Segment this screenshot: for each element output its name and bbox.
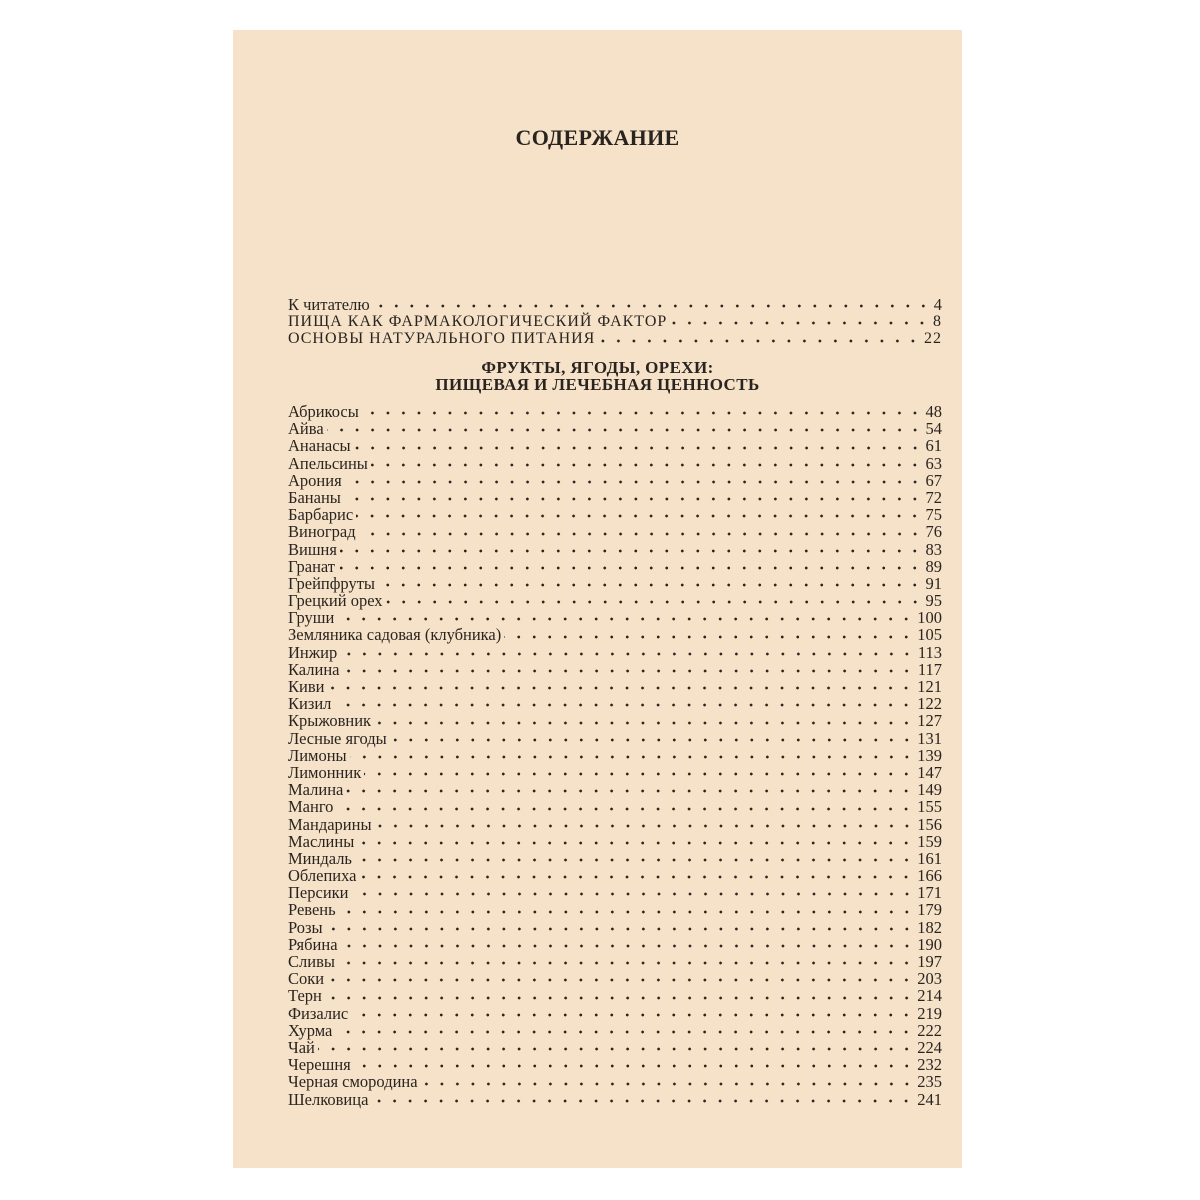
toc-entry [288,1091,942,1108]
toc-entry-label: Ананасы [288,436,351,456]
dot-leader [350,755,915,759]
toc-entry-label: Калина [288,659,340,679]
toc-entry-page-number: 89 [925,556,942,576]
dot-leader [373,304,931,308]
dot-leader [598,339,921,343]
toc-entry-label: Мандарины [288,814,372,834]
toc-entry-page-number: 83 [925,539,942,559]
dot-leader [371,1099,914,1103]
toc-entry-label: Миндаль [288,848,352,868]
toc-entry-page-number: 190 [917,934,942,954]
toc-entry [288,850,942,867]
toc-entry-label: Физалис [288,1003,349,1023]
toc-entry [288,523,942,540]
dot-leader [340,652,915,656]
toc-entry [288,437,942,454]
toc-entry [288,609,942,626]
toc-entry-page-number: 197 [917,952,942,971]
toc-entry-label: Лимоны [288,745,347,765]
fruit-toc-list [288,403,942,1108]
dot-leader [327,428,923,432]
toc-entry-page-number: 156 [917,814,942,834]
toc-entry-page-number: 224 [917,1037,942,1057]
toc-entry-label: Чай [288,1037,315,1057]
dot-leader [346,789,914,793]
dot-leader [342,669,914,673]
toc-entry [288,712,942,729]
toc-entry [288,472,942,489]
toc-entry-page-number: 22 [924,330,942,348]
toc-entry-page-number: 117 [917,659,942,679]
toc-entry [288,678,942,695]
toc-entry [288,296,942,313]
toc-entry [288,867,942,884]
toc-entry [288,455,942,472]
toc-entry-label: Лимонник [288,762,362,782]
dot-leader [354,446,923,450]
toc-entry [288,313,942,330]
toc-entry-label: Грейпфруты [288,573,376,593]
toc-entry-page-number: 4 [933,295,942,314]
dot-leader [390,738,915,742]
toc-entry-label: Черешня [288,1055,351,1075]
toc-entry-page-number: 214 [917,986,942,1006]
toc-entry-label: Абрикосы [288,402,359,421]
dot-leader [325,996,914,1000]
dot-leader [336,807,914,811]
toc-entry-page-number: 54 [925,419,942,439]
toc-entry-page-number: 219 [917,1003,942,1023]
dot-leader [327,978,914,982]
toc-entry-label: Кизил [288,694,332,714]
dot-leader [354,1064,915,1068]
toc-entry-label: Барбарис [288,505,354,525]
toc-entry [288,403,942,420]
dot-leader [374,721,914,725]
toc-entry [288,1039,942,1056]
toc-entry [288,1056,942,1073]
toc-entry-page-number: 121 [917,677,942,696]
toc-entry-label: Вишня [288,539,337,559]
section-heading-line-1: ФРУКТЫ, ЯГОДЫ, ОРЕХИ: [481,358,714,377]
toc-entry-label: Арония [288,470,342,490]
toc-entry-page-number: 91 [925,573,942,593]
toc-entry-label: ПИЩА КАК ФАРМАКОЛОГИЧЕСКИЙ ФАКТОР [288,313,668,331]
toc-entry-page-number: 235 [917,1072,942,1092]
toc-entry-page-number: 232 [917,1055,942,1075]
toc-entry-label: Ревень [288,900,336,920]
toc-entry-page-number: 76 [925,522,942,542]
dot-leader [338,961,914,965]
toc-entry-page-number: 166 [917,866,942,886]
toc-entry-page-number: 149 [917,780,942,800]
dot-leader [364,772,914,776]
toc-entry-page-number: 147 [917,762,942,782]
toc-entry-page-number: 203 [917,969,942,989]
dot-leader [334,703,914,707]
toc-entry [288,644,942,661]
toc-entry-page-number: 131 [917,728,942,748]
toc-entry-label: Апельсины [288,453,368,473]
toc-entry-label: Хурма [288,1020,333,1040]
dot-leader [359,875,914,879]
dot-leader [670,321,930,325]
dot-leader [421,1082,915,1086]
book-page [233,30,962,1168]
dot-leader [355,858,914,862]
dot-leader [337,617,914,621]
toc-entry-page-number: 95 [925,591,942,611]
dot-leader [339,910,915,914]
toc-entry [288,798,942,815]
toc-entry-page-number: 72 [925,487,942,507]
dot-leader [318,1047,914,1051]
toc-entry [288,764,942,781]
dot-leader [345,480,923,484]
toc-entry-label: Терн [288,986,322,1006]
toc-entry-page-number: 127 [917,711,942,731]
toc-entry [288,558,942,575]
toc-entry [288,661,942,678]
toc-entry-label: Грецкий орех [288,591,383,611]
toc-entry [288,489,942,506]
dot-leader [386,600,923,604]
dot-leader [357,841,914,845]
dot-leader [359,532,923,536]
toc-entry [288,592,942,609]
toc-entry-page-number: 67 [925,470,942,490]
toc-entry-page-number: 155 [917,797,942,817]
toc-entry-page-number: 161 [917,848,942,868]
toc-entry-label: Гранат [288,556,336,576]
toc-entry-label: Крыжовник [288,711,372,731]
dot-leader [335,1030,914,1034]
toc-entry-label: Киви [288,677,325,696]
toc-entry-label: Черная смородина [288,1072,418,1092]
dot-leader [356,514,922,518]
dot-leader [338,566,922,570]
toc-entry-page-number: 75 [925,505,942,525]
toc-entry [288,420,942,437]
toc-entry-page-number: 139 [917,745,942,765]
toc-entry-label: К читателю [288,295,370,314]
toc-entry-label: Розы [288,917,323,937]
toc-entry [288,816,942,833]
toc-entry [288,781,942,798]
toc-entry-label: Персики [288,883,349,903]
page-title: СОДЕРЖАНИЕ [515,125,680,150]
dot-leader [326,927,915,931]
toc-entry [288,1005,942,1022]
dot-leader [351,1013,914,1017]
toc-entry [288,901,942,918]
toc-entry [288,695,942,712]
toc-entry-page-number: 48 [925,402,942,421]
toc-entry-page-number: 171 [917,883,942,903]
toc-entry [288,1073,942,1090]
dot-leader [375,824,915,828]
toc-entry [288,936,942,953]
dot-leader [352,892,915,896]
toc-entry-label: Облепиха [288,866,357,886]
toc-entry-page-number: 63 [925,453,942,473]
toc-entry-page-number: 222 [917,1020,942,1040]
toc-entry [288,919,942,936]
toc-entry-page-number: 241 [917,1089,942,1109]
dot-leader [371,463,923,467]
toc-entry [288,330,942,347]
dot-leader [327,686,914,690]
toc-entry [288,1022,942,1039]
toc-entry [288,506,942,523]
toc-entry-label: Малина [288,780,344,800]
toc-entry-label: Земляника садовая (клубника) [288,625,502,645]
toc-entry [288,575,942,592]
dot-leader [344,497,923,501]
toc-entry [288,626,942,643]
toc-entry [288,884,942,901]
toc-entry-page-number: 179 [917,900,942,920]
toc-entry-label: Груши [288,608,335,628]
toc-entry-page-number: 8 [933,313,942,331]
toc-entry-label: Лесные ягоды [288,728,387,748]
toc-entry-label: Манго [288,797,334,817]
toc-entry [288,953,942,970]
toc-entry [288,541,942,558]
toc-entry-page-number: 100 [917,608,942,628]
toc-entry [288,747,942,764]
toc-entry-label: Сливы [288,952,335,971]
section-heading-line-2: ПИЩЕВАЯ И ЛЕЧЕБНАЯ ЦЕННОСТЬ [435,375,760,394]
toc-entry-label: Айва [288,419,324,439]
dot-leader [362,411,923,415]
toc-entry [288,833,942,850]
toc-entry-label: Инжир [288,642,338,662]
toc-entry-page-number: 182 [917,917,942,937]
toc-entry-label: ОСНОВЫ НАТУРАЛЬНОГО ПИТАНИЯ [288,330,596,348]
dot-leader [341,944,915,948]
toc-entry-label: Маслины [288,831,355,851]
toc-entry [288,730,942,747]
toc-entry [288,970,942,987]
dot-leader [340,549,923,553]
section-heading [233,359,962,393]
toc-entry-page-number: 113 [917,642,942,662]
toc-entry-label: Виноград [288,522,356,542]
toc-entry [288,987,942,1004]
toc-entry-page-number: 105 [917,625,942,645]
toc-entry-label: Шелковица [288,1089,369,1109]
toc-entry-label: Рябина [288,934,338,954]
toc-entry-page-number: 61 [925,436,942,456]
toc-entry-page-number: 122 [917,694,942,714]
dot-leader [378,583,922,587]
intro-toc-list [288,296,942,348]
toc-entry-label: Соки [288,969,325,989]
toc-entry-page-number: 159 [917,831,942,851]
dot-leader [504,635,914,639]
toc-entry-label: Бананы [288,487,341,507]
